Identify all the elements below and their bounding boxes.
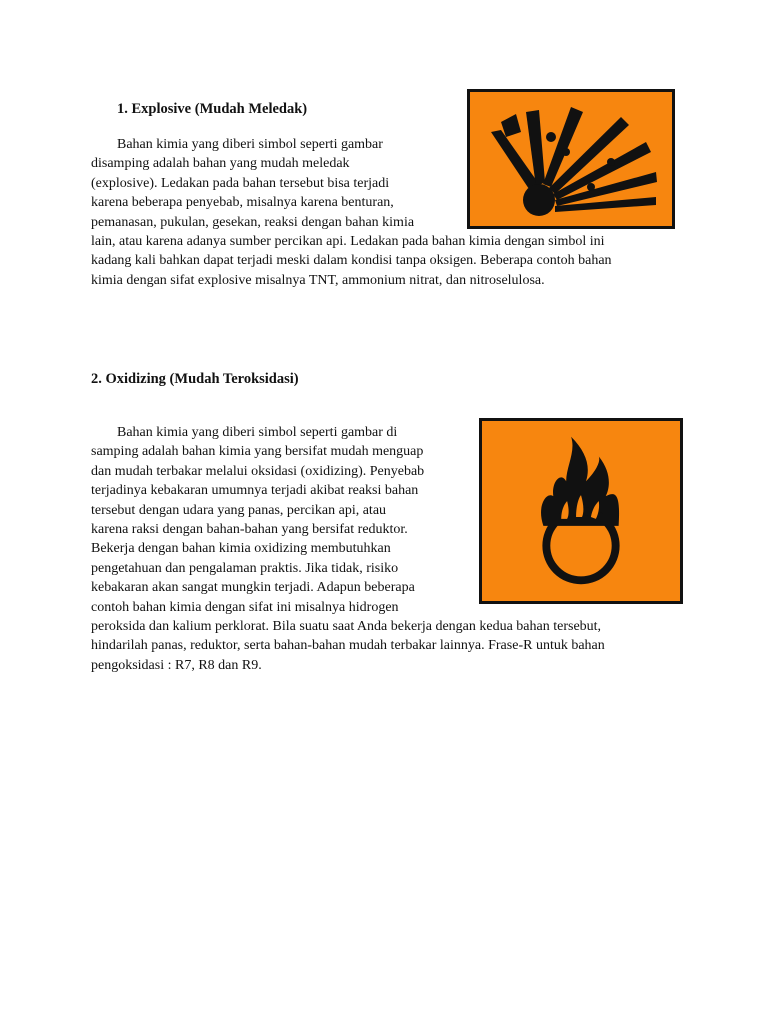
text-line: pengetahuan dan pengalaman praktis. Jika tidak, risiko: [91, 560, 399, 576]
text-line: contoh bahan kimia dengan sifat ini misalnya hidrogen: [91, 599, 399, 615]
text-line: (explosive). Ledakan pada bahan tersebut bisa terjadi: [91, 175, 390, 191]
text-line: disamping adalah bahan yang mudah meledak: [91, 156, 350, 172]
text-line: karena beberapa penyebab, misalnya karena benturan,: [91, 195, 394, 211]
text-line: kebakaran akan sangat mungkin terjadi. Adapun beberapa: [91, 580, 415, 596]
text-line: Bahan kimia yang diberi simbol seperti gambar: [117, 137, 383, 152]
text-line: lain, atau karena adanya sumber percikan api. Ledakan pada bahan kimia dengan simbol ini: [91, 233, 605, 249]
text-line: kadang kali bahkan dapat terjadi meski dalam kondisi tanpa oksigen. Beberapa contoh bahan: [91, 253, 612, 269]
section-1-heading: 1. Explosive (Mudah Meledak): [117, 101, 308, 117]
text-line: karena raksi dengan bahan-bahan yang bersifat reduktor.: [91, 521, 408, 537]
text-line: hindarilah panas, reduktor, serta bahan-bahan mudah terbakar lainnya. Frase-R untuk bahan: [91, 638, 605, 654]
text-line: terjadinya kebakaran umumnya terjadi akibat reaksi bahan: [91, 483, 419, 499]
text-line: pemanasan, pukulan, gesekan, reaksi dengan bahan kimia: [91, 214, 415, 230]
text-line: Bekerja dengan bahan kimia oxidizing membutuhkan: [91, 541, 391, 557]
section-2-heading: 2. Oxidizing (Mudah Teroksidasi): [91, 371, 299, 387]
text-line: Bahan kimia yang diberi simbol seperti gambar di: [117, 425, 398, 440]
oxidizing-hazard-icon: [479, 418, 683, 604]
text-line: kimia dengan sifat explosive misalnya TNT, ammonium nitrat, dan nitroselulosa.: [91, 272, 545, 288]
text-line: peroksida dan kalium perklorat. Bila suatu saat Anda bekerja dengan kedua bahan tersebut,: [91, 618, 602, 634]
text-line: samping adalah bahan kimia yang bersifat mudah menguap: [91, 444, 424, 460]
text-line: pengoksidasi : R7, R8 dan R9.: [91, 657, 262, 673]
text-line: dan mudah terbakar melalui oksidasi (oxidizing). Penyebab: [91, 463, 425, 479]
explosive-hazard-icon: [467, 89, 675, 229]
text-line: tersebut dengan udara yang panas, percikan api, atau: [91, 502, 387, 518]
